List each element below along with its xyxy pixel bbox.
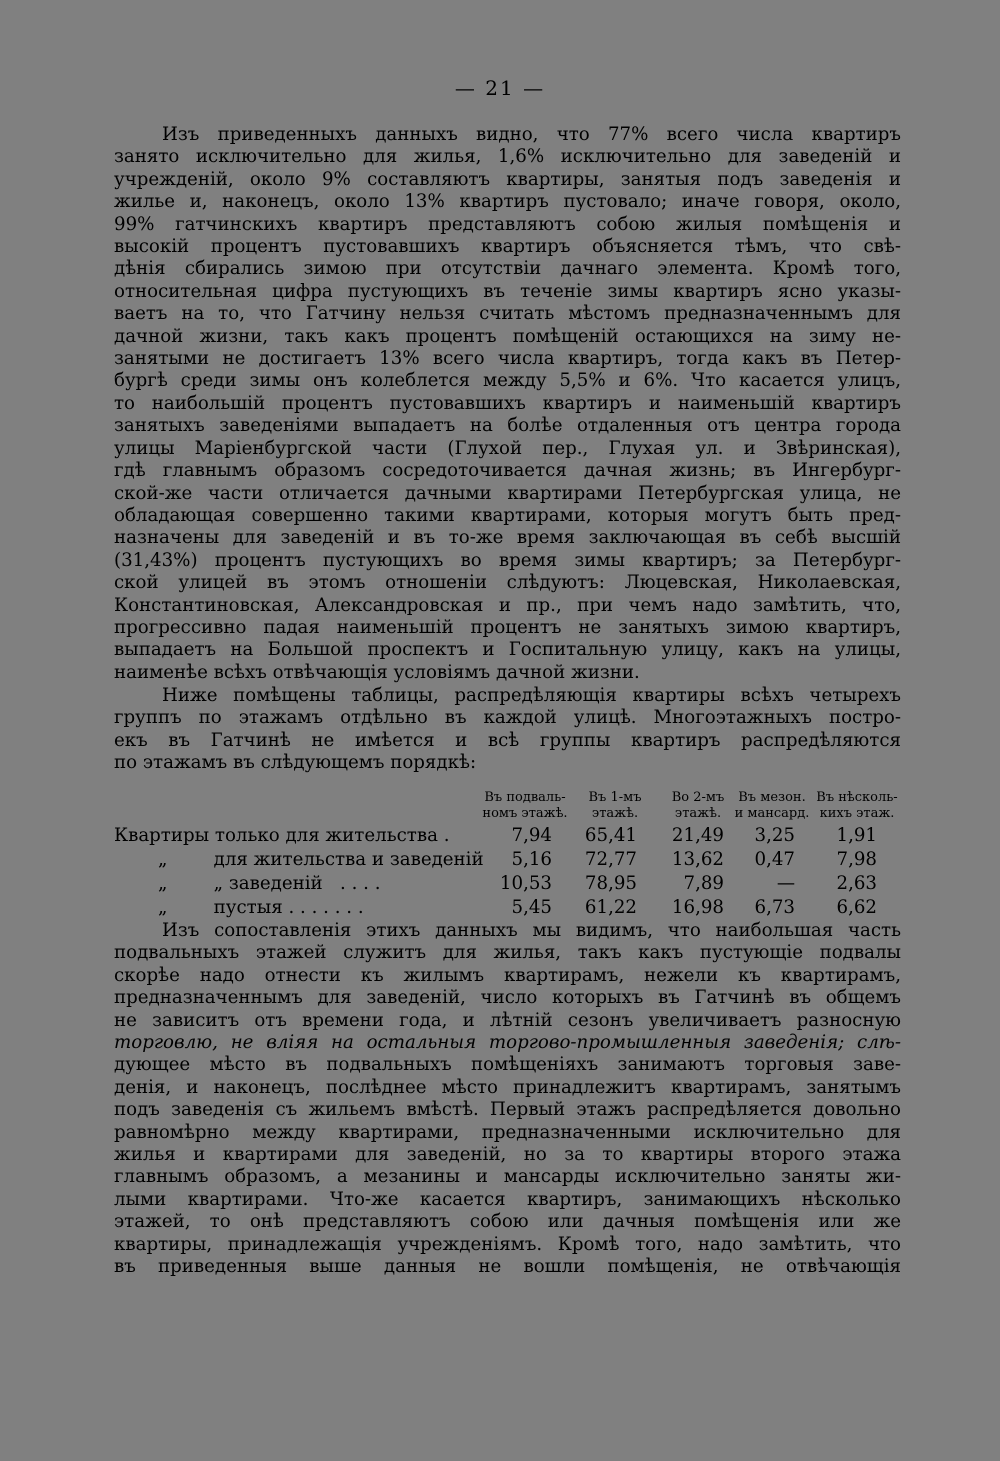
text-line-italic: торговлю, не вліяя на остальныя торгово-промышленныя заведенія; слѣ- (114, 1032, 901, 1054)
paragraph-3 (114, 920, 901, 1279)
text-line: улицы Маріенбургской части (Глухой пер., Глухая ул. и Звѣринская), (114, 437, 901, 459)
text-line: Константиновская, Александровская и пр., при чемъ надо замѣтить, что, (114, 594, 901, 616)
table-cell: — (776, 873, 795, 894)
paragraph-1 (114, 124, 901, 684)
row-label: „ пустыя . . . . . . . (158, 897, 364, 918)
table-row (0, 872, 1000, 896)
text-line: 99% гатчинскихъ квартиръ представляютъ собою жилыя помѣщенія и (114, 213, 901, 235)
text-line: денія, и наконецъ, послѣднее мѣсто принадлежитъ квартирамъ, занятымъ (114, 1076, 901, 1098)
column-header-floor-2: Во 2-мъ этажѣ. (671, 790, 725, 821)
text-line: дующее мѣсто въ подвальныхъ помѣщеніяхъ занимаютъ торговыя заве- (114, 1054, 901, 1076)
row-label: „ „ заведеній . . . . (158, 873, 381, 894)
text-line: ской-же части отличается дачными квартирами Петербургская улица, не (114, 482, 901, 504)
text-line: учрежденій, около 9% составляютъ квартиры, занятыя подъ заведенія и (114, 168, 901, 190)
text-line: Ниже помѣщены таблицы, распредѣляющія квартиры всѣхъ четырехъ (162, 685, 901, 706)
text-line: прогрессивно падая наименьшій процентъ не занятыхъ зимою квартиръ, (114, 616, 901, 638)
text-line: назначены для заведеній и въ то-же время заключающая въ себѣ высшій (114, 527, 901, 549)
text-line: не зависитъ отъ времени года, и лѣтній сезонъ увеличиваетъ разносную (114, 1009, 901, 1031)
table-cell: 6,73 (754, 897, 795, 918)
column-header-basement: Въ подваль- номъ этажѣ. (482, 790, 568, 821)
text-line: гдѣ главнымъ образомъ сосредоточивается дачная жизнь; въ Ингербург- (114, 460, 901, 482)
paragraph-2 (114, 685, 901, 775)
text-line: жилья и квартирами для заведеній, но за то квартиры второго этажа (114, 1144, 901, 1166)
table-cell: 3,25 (754, 825, 795, 846)
table-cell: 13,62 (671, 849, 724, 870)
column-header-several-floors: Въ нѣсколь- кихъ этаж. (816, 790, 898, 821)
table-cell: 65,41 (584, 825, 637, 846)
table-cell: 5,16 (511, 849, 552, 870)
text-line: главнымъ образомъ, а мезанины и мансарды исключительно заняты жи- (114, 1166, 901, 1188)
table-cell: 0,47 (754, 849, 795, 870)
table-cell: 7,94 (511, 825, 552, 846)
row-label: „ для жительства и заведеній (158, 849, 484, 870)
table-row (0, 896, 1000, 920)
table-cell: 1,91 (836, 825, 877, 846)
text-line: то наибольшій процентъ пустовавшихъ квартиръ и наименьшій квартиръ (114, 392, 901, 414)
text-line: лыми квартирами. Что-же касается квартиръ, занимающихъ нѣсколько (114, 1188, 901, 1210)
text-line: жилье и, наконецъ, около 13% квартиръ пустовало; иначе говоря, около, (114, 191, 901, 213)
text-line: по этажамъ въ слѣдующемъ порядкѣ: (114, 752, 477, 774)
text-line: занято исключительно для жилья, 1,6% исключительно для заведеній и (114, 146, 901, 168)
column-header-floor-1: Въ 1-мъ этажѣ. (588, 790, 642, 821)
table-row (0, 824, 1000, 848)
text-line: подвальныхъ этажей служитъ для жилья, такъ какъ пустующіе подвалы (114, 942, 901, 964)
text-line: ваетъ на то, что Гатчину нельзя считать мѣстомъ предназначеннымъ для (114, 303, 901, 325)
table-cell: 6,62 (836, 897, 877, 918)
table-cell: 21,49 (671, 825, 724, 846)
text-line: Изъ сопоставленія этихъ данныхъ мы видимъ, что наибольшая часть (162, 920, 901, 941)
text-line: относительная цифра пустующихъ въ теченіе зимы квартиръ ясно указы- (114, 280, 901, 302)
text-line: въ приведенныя выше данныя не вошли помѣщенія, не отвѣчающія (114, 1256, 901, 1278)
text-line: равномѣрно между квартирами, предназначенными исключительно для (114, 1121, 901, 1143)
table-cell: 72,77 (584, 849, 637, 870)
table-cell: 61,22 (584, 897, 637, 918)
text-line: этажей, то онѣ представляютъ собою или дачныя помѣщенія или же (114, 1211, 901, 1233)
table-cell: 78,95 (584, 873, 637, 894)
row-label: Квартиры только для жительства . (114, 825, 450, 846)
text-line: Изъ приведенныхъ данныхъ видно, что 77% всего числа квартиръ (162, 124, 901, 145)
text-line: дѣнія сбирались зимою при отсутствіи дачнаго элемента. Кромѣ того, (114, 258, 901, 280)
text-line: занятыми не достигаетъ 13% всего числа квартиръ, тогда какъ въ Петер- (114, 348, 901, 370)
text-line: ской улицей въ этомъ отношеніи слѣдуютъ: Люцевская, Николаевская, (114, 572, 901, 594)
text-line: скорѣе надо отнести къ жилымъ квартирамъ, нежели къ квартирамъ, (114, 964, 901, 986)
text-line: выпадаетъ на Большой проспектъ и Госпитальную улицу, какъ на улицы, (114, 639, 901, 661)
table-cell: 7,89 (683, 873, 724, 894)
text-line: предназначеннымъ для заведеній, число которыхъ въ Гатчинѣ въ общемъ (114, 987, 901, 1009)
table-cell: 7,98 (836, 849, 877, 870)
text-line: дачной жизни, такъ какъ процентъ помѣщеній остающихся на зиму не- (114, 325, 901, 347)
text-line: занятыхъ заведеніями выпадаетъ на болѣе отдаленныя отъ центра города (114, 415, 901, 437)
text-line: подъ заведенія съ жильемъ вмѣстѣ. Первый этажъ распредѣляется довольно (114, 1099, 901, 1121)
table-cell: 10,53 (499, 873, 552, 894)
column-header-mezzanine: Въ мезон. и мансард. (734, 790, 810, 821)
text-line: группъ по этажамъ отдѣльно въ каждой улицѣ. Многоэтажныхъ постро- (114, 707, 901, 729)
table-row (0, 848, 1000, 872)
table-cell: 16,98 (671, 897, 724, 918)
text-line: екъ въ Гатчинѣ не имѣется и всѣ группы квартиръ распредѣляются (114, 729, 901, 751)
page-number: — 21 — (454, 76, 546, 100)
table-cell: 2,63 (836, 873, 877, 894)
text-line: высокій процентъ пустовавшихъ квартиръ объясняется тѣмъ, что свѣ- (114, 236, 901, 258)
text-line: квартиры, принадлежащія учрежденіямъ. Кромѣ того, надо замѣтить, что (114, 1233, 901, 1255)
text-line: (31,43%) процентъ пустующихъ во время зимы квартиръ; за Петербург- (114, 549, 901, 571)
text-line: бургѣ среди зимы онъ колеблется между 5,5% и 6%. Что касается улицъ, (114, 370, 901, 392)
text-line: обладающая совершенно такими квартирами, которыя могутъ быть пред- (114, 504, 901, 526)
text-line: наименѣе всѣхъ отвѣчающія условіямъ дачной жизни. (114, 661, 640, 683)
table-cell: 5,45 (511, 897, 552, 918)
